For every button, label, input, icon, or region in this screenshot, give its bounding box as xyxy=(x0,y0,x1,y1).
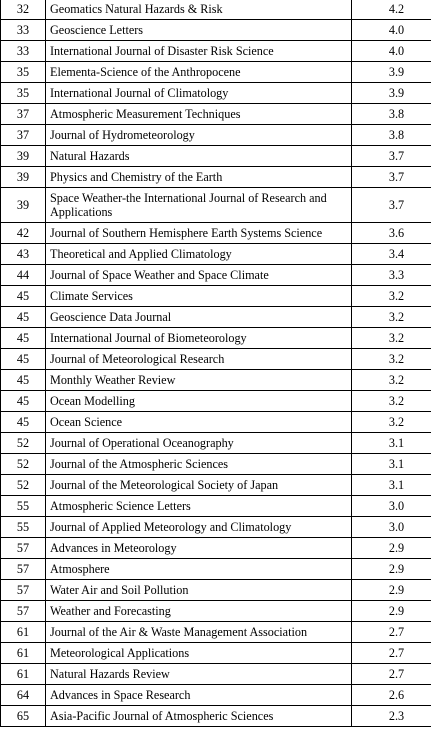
score-cell: 2.7 xyxy=(352,622,431,643)
score-cell: 3.7 xyxy=(352,188,431,223)
table-row xyxy=(1,664,431,685)
score-cell: 3.2 xyxy=(352,412,431,433)
table-row xyxy=(1,496,431,517)
table-row xyxy=(1,0,431,20)
table-row xyxy=(1,146,431,167)
table-row xyxy=(1,41,431,62)
rank-cell: 55 xyxy=(1,496,46,517)
rank-cell: 33 xyxy=(1,20,46,41)
score-cell: 3.8 xyxy=(352,125,431,146)
journal-name-cell: Journal of Hydrometeorology xyxy=(46,125,352,146)
rank-cell: 39 xyxy=(1,188,46,223)
rank-cell: 61 xyxy=(1,622,46,643)
table-body xyxy=(1,0,431,727)
score-cell: 3.2 xyxy=(352,370,431,391)
score-cell: 2.7 xyxy=(352,664,431,685)
score-cell: 2.9 xyxy=(352,580,431,601)
journal-name-cell: Geoscience Data Journal xyxy=(46,307,352,328)
journal-name-cell: Asia-Pacific Journal of Atmospheric Sciences xyxy=(46,706,352,727)
rank-cell: 52 xyxy=(1,433,46,454)
score-cell: 2.9 xyxy=(352,559,431,580)
table-row xyxy=(1,391,431,412)
journal-name-cell: Atmosphere xyxy=(46,559,352,580)
table-row xyxy=(1,307,431,328)
rank-cell: 44 xyxy=(1,265,46,286)
score-cell: 3.2 xyxy=(352,349,431,370)
score-cell: 3.1 xyxy=(352,475,431,496)
table-row xyxy=(1,83,431,104)
table-row xyxy=(1,622,431,643)
table-row xyxy=(1,188,431,223)
score-cell: 3.9 xyxy=(352,62,431,83)
journal-name-cell: Ocean Modelling xyxy=(46,391,352,412)
journal-name-cell: Monthly Weather Review xyxy=(46,370,352,391)
journal-name-cell: Water Air and Soil Pollution xyxy=(46,580,352,601)
rank-cell: 45 xyxy=(1,307,46,328)
score-cell: 2.9 xyxy=(352,601,431,622)
rank-cell: 64 xyxy=(1,685,46,706)
journal-name-cell: Journal of Meteorological Research xyxy=(46,349,352,370)
score-cell: 3.3 xyxy=(352,265,431,286)
table-row xyxy=(1,643,431,664)
journal-name-cell: Advances in Space Research xyxy=(46,685,352,706)
score-cell: 2.7 xyxy=(352,643,431,664)
score-cell: 3.0 xyxy=(352,517,431,538)
score-cell: 3.9 xyxy=(352,83,431,104)
rank-cell: 45 xyxy=(1,328,46,349)
rank-cell: 65 xyxy=(1,706,46,727)
score-cell: 3.1 xyxy=(352,433,431,454)
table-row xyxy=(1,580,431,601)
journal-name-cell: Journal of the Meteorological Society of Japan xyxy=(46,475,352,496)
rank-cell: 61 xyxy=(1,643,46,664)
journal-name-cell: Journal of Space Weather and Space Climate xyxy=(46,265,352,286)
score-cell: 3.2 xyxy=(352,328,431,349)
journal-name-cell: International Journal of Biometeorology xyxy=(46,328,352,349)
table-row xyxy=(1,412,431,433)
table-row xyxy=(1,349,431,370)
score-cell: 3.4 xyxy=(352,244,431,265)
rank-cell: 37 xyxy=(1,104,46,125)
rank-cell: 37 xyxy=(1,125,46,146)
table-row xyxy=(1,125,431,146)
table-row xyxy=(1,104,431,125)
journal-name-cell: Geoscience Letters xyxy=(46,20,352,41)
table-row xyxy=(1,685,431,706)
rank-cell: 45 xyxy=(1,412,46,433)
table-row xyxy=(1,223,431,244)
rank-cell: 45 xyxy=(1,286,46,307)
journal-name-cell: Advances in Meteorology xyxy=(46,538,352,559)
journal-name-cell: International Journal of Climatology xyxy=(46,83,352,104)
table-row xyxy=(1,286,431,307)
score-cell: 3.2 xyxy=(352,286,431,307)
table-row xyxy=(1,20,431,41)
rank-cell: 61 xyxy=(1,664,46,685)
score-cell: 2.9 xyxy=(352,538,431,559)
rank-cell: 45 xyxy=(1,370,46,391)
score-cell: 3.2 xyxy=(352,391,431,412)
journal-name-cell: Journal of the Air & Waste Management Association xyxy=(46,622,352,643)
table-row xyxy=(1,62,431,83)
journal-name-cell: Atmospheric Science Letters xyxy=(46,496,352,517)
journal-name-cell: International Journal of Disaster Risk Science xyxy=(46,41,352,62)
journal-name-cell: Ocean Science xyxy=(46,412,352,433)
table-row xyxy=(1,265,431,286)
journal-name-cell: Space Weather-the International Journal of Research and Applications xyxy=(46,188,352,223)
score-cell: 3.0 xyxy=(352,496,431,517)
journal-name-cell: Elementa-Science of the Anthropocene xyxy=(46,62,352,83)
rank-cell: 32 xyxy=(1,0,46,20)
table-row xyxy=(1,601,431,622)
rank-cell: 43 xyxy=(1,244,46,265)
table-row xyxy=(1,706,431,727)
rank-cell: 57 xyxy=(1,559,46,580)
score-cell: 3.8 xyxy=(352,104,431,125)
journal-name-cell: Climate Services xyxy=(46,286,352,307)
journal-name-cell: Journal of Operational Oceanography xyxy=(46,433,352,454)
journal-name-cell: Physics and Chemistry of the Earth xyxy=(46,167,352,188)
table-row xyxy=(1,167,431,188)
table-row xyxy=(1,328,431,349)
journal-name-cell: Natural Hazards Review xyxy=(46,664,352,685)
rank-cell: 45 xyxy=(1,349,46,370)
rank-cell: 39 xyxy=(1,167,46,188)
rank-cell: 52 xyxy=(1,475,46,496)
rank-cell: 57 xyxy=(1,601,46,622)
rank-cell: 52 xyxy=(1,454,46,475)
rank-cell: 57 xyxy=(1,580,46,601)
score-cell: 3.7 xyxy=(352,167,431,188)
rank-cell: 42 xyxy=(1,223,46,244)
rank-cell: 45 xyxy=(1,391,46,412)
rank-cell: 57 xyxy=(1,538,46,559)
rank-cell: 55 xyxy=(1,517,46,538)
journal-name-cell: Theoretical and Applied Climatology xyxy=(46,244,352,265)
score-cell: 3.1 xyxy=(352,454,431,475)
table-row xyxy=(1,433,431,454)
table-row xyxy=(1,517,431,538)
journal-name-cell: Journal of Applied Meteorology and Climatology xyxy=(46,517,352,538)
table-row xyxy=(1,538,431,559)
score-cell: 2.6 xyxy=(352,685,431,706)
journal-name-cell: Journal of Southern Hemisphere Earth Systems Science xyxy=(46,223,352,244)
score-cell: 3.2 xyxy=(352,307,431,328)
table-row xyxy=(1,475,431,496)
score-cell: 4.0 xyxy=(352,20,431,41)
rank-cell: 33 xyxy=(1,41,46,62)
table-row xyxy=(1,244,431,265)
score-cell: 4.0 xyxy=(352,41,431,62)
table-row xyxy=(1,370,431,391)
rank-cell: 35 xyxy=(1,83,46,104)
journal-name-cell: Natural Hazards xyxy=(46,146,352,167)
journal-name-cell: Meteorological Applications xyxy=(46,643,352,664)
rank-cell: 35 xyxy=(1,62,46,83)
score-cell: 4.2 xyxy=(352,0,431,20)
score-cell: 2.3 xyxy=(352,706,431,727)
journal-name-cell: Geomatics Natural Hazards & Risk xyxy=(46,0,352,20)
rank-cell: 39 xyxy=(1,146,46,167)
score-cell: 3.6 xyxy=(352,223,431,244)
journal-name-cell: Atmospheric Measurement Techniques xyxy=(46,104,352,125)
score-cell: 3.7 xyxy=(352,146,431,167)
table-row xyxy=(1,454,431,475)
journal-name-cell: Journal of the Atmospheric Sciences xyxy=(46,454,352,475)
journal-name-cell: Weather and Forecasting xyxy=(46,601,352,622)
table-row xyxy=(1,559,431,580)
